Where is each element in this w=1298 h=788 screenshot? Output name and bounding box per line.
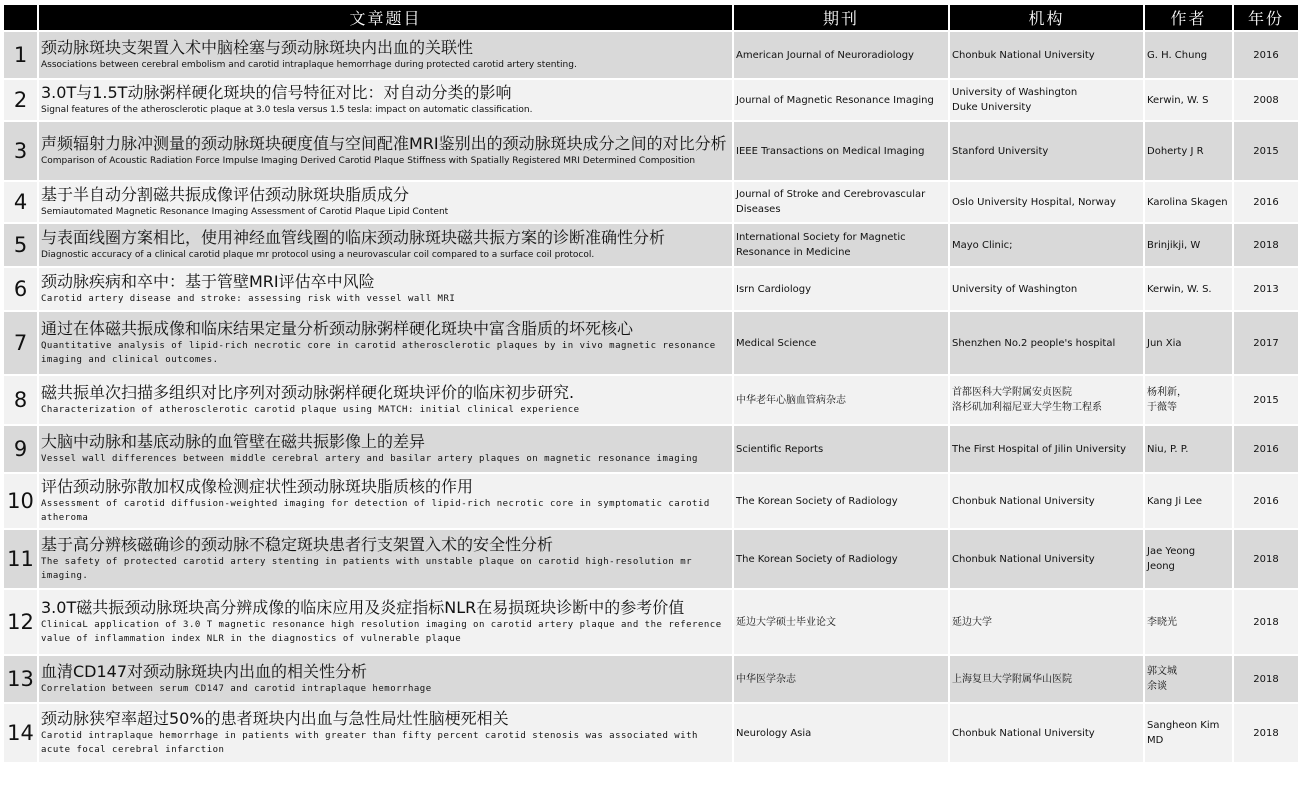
year-cell: 2018 (1234, 224, 1298, 266)
title-english: Carotid intraplaque hemorrhage in patients with greater than fifty percent carotid stenosis was associated with acute focal cerebral infarction (41, 731, 698, 755)
title-chinese: 大脑中动脉和基底动脉的血管壁在磁共振影像上的差异 (41, 432, 426, 451)
journal-cell: Neurology Asia (734, 704, 948, 762)
article-title (39, 122, 732, 180)
year-cell: 2013 (1234, 268, 1298, 310)
title-english: Diagnostic accuracy of a clinical carotid plaque mr protocol using a neurovascular coil compared to a surface coil protocol. (41, 250, 595, 260)
table-row (4, 376, 1298, 424)
journal-cell: The Korean Society of Radiology (734, 530, 948, 588)
title-chinese: 磁共振单次扫描多组织对比序列对颈动脉粥样硬化斑块评价的临床初步研究. (41, 383, 575, 402)
table-row (4, 80, 1298, 120)
row-number: 5 (4, 224, 37, 266)
table-row (4, 182, 1298, 222)
table-row (4, 268, 1298, 310)
journal-cell: 延边大学硕士毕业论文 (734, 590, 948, 654)
journal-cell: 中华老年心脑血管病杂志 (734, 376, 948, 424)
title-english: Vessel wall differences between middle cerebral artery and basilar artery plaques on magnetic resonance imaging (41, 454, 698, 464)
institution-cell: University of Washington (950, 268, 1143, 310)
row-number: 3 (4, 122, 37, 180)
table-row (4, 426, 1298, 472)
row-number: 9 (4, 426, 37, 472)
author-cell: 李晓光 (1145, 590, 1232, 654)
year-cell: 2017 (1234, 312, 1298, 374)
header-institution: 机构 (950, 5, 1143, 30)
table-row (4, 474, 1298, 528)
table-row (4, 32, 1298, 78)
title-chinese: 3.0T磁共振颈动脉斑块高分辨成像的临床应用及炎症指标NLR在易损斑块诊断中的参考价值 (41, 598, 685, 617)
table-row (4, 704, 1298, 762)
author-cell: 郭文城 余谈 (1145, 656, 1232, 702)
journal-cell: Journal of Stroke and Cerebrovascular Diseases (734, 182, 948, 222)
year-cell: 2015 (1234, 376, 1298, 424)
title-chinese: 颈动脉斑块支架置入术中脑栓塞与颈动脉斑块内出血的关联性 (41, 38, 474, 57)
header-num (4, 5, 37, 30)
author-cell: Jun Xia (1145, 312, 1232, 374)
title-english: Carotid artery disease and stroke: assessing risk with vessel wall MRI (41, 294, 456, 304)
title-english: Associations between cerebral embolism and carotid intraplaque hemorrhage during protected carotid artery stenting. (41, 60, 577, 70)
table-row (4, 656, 1298, 702)
row-number: 10 (4, 474, 37, 528)
title-english: ClinicaL application of 3.0 T magnetic resonance high resolution imaging on carotid artery plaque and the reference value of inflammation index NLR in the diagnostics of vulnerable plaque (41, 620, 722, 644)
journal-cell: The Korean Society of Radiology (734, 474, 948, 528)
article-title (39, 312, 732, 374)
author-cell: Karolina Skagen (1145, 182, 1232, 222)
title-english: Comparison of Acoustic Radiation Force Impulse Imaging Derived Carotid Plaque Stiffness with Spatially Registered MRI Determined Composition (41, 156, 696, 166)
title-english: Characterization of atherosclerotic carotid plaque using MATCH: initial clinical experience (41, 405, 580, 415)
article-title (39, 80, 732, 120)
article-title (39, 590, 732, 654)
institution-cell: Mayo Clinic; (950, 224, 1143, 266)
title-english: The safety of protected carotid artery stenting in patients with unstable plaque on carotid high-resolution mr imaging. (41, 557, 693, 581)
table-row (4, 590, 1298, 654)
author-cell: Kerwin, W. S (1145, 80, 1232, 120)
author-cell: Niu, P. P. (1145, 426, 1232, 472)
institution-cell: Chonbuk National University (950, 530, 1143, 588)
article-title (39, 656, 732, 702)
author-cell: Brinjikji, W (1145, 224, 1232, 266)
literature-table (2, 3, 1298, 764)
author-cell: 杨利新， 于薇等 (1145, 376, 1232, 424)
institution-cell: Chonbuk National University (950, 32, 1143, 78)
title-chinese: 颈动脉疾病和卒中：基于管壁MRI评估卒中风险 (41, 272, 375, 291)
row-number: 4 (4, 182, 37, 222)
row-number: 8 (4, 376, 37, 424)
row-number: 13 (4, 656, 37, 702)
institution-cell: University of Washington Duke University (950, 80, 1143, 120)
year-cell: 2008 (1234, 80, 1298, 120)
table-row (4, 224, 1298, 266)
header-title: 文章题目 (39, 5, 732, 30)
article-title (39, 530, 732, 588)
institution-cell: 上海复旦大学附属华山医院 (950, 656, 1143, 702)
author-cell: Doherty J R (1145, 122, 1232, 180)
article-title (39, 704, 732, 762)
author-cell: G. H. Chung (1145, 32, 1232, 78)
table-row (4, 122, 1298, 180)
institution-cell: Shenzhen No.2 people's hospital (950, 312, 1143, 374)
row-number: 14 (4, 704, 37, 762)
title-english: Signal features of the atherosclerotic plaque at 3.0 tesla versus 1.5 tesla: impact on automatic classification. (41, 105, 533, 115)
header-author: 作者 (1145, 5, 1232, 30)
header-row (4, 5, 1298, 30)
year-cell: 2018 (1234, 590, 1298, 654)
article-title (39, 376, 732, 424)
year-cell: 2015 (1234, 122, 1298, 180)
article-title (39, 426, 732, 472)
title-english: Correlation between serum CD147 and carotid intraplaque hemorrhage (41, 684, 432, 694)
article-title (39, 32, 732, 78)
journal-cell: IEEE Transactions on Medical Imaging (734, 122, 948, 180)
institution-cell: Chonbuk National University (950, 704, 1143, 762)
article-title (39, 268, 732, 310)
institution-cell: The First Hospital of Jilin University (950, 426, 1143, 472)
row-number: 6 (4, 268, 37, 310)
title-chinese: 与表面线圈方案相比，使用神经血管线圈的临床颈动脉斑块磁共振方案的诊断准确性分析 (41, 228, 666, 247)
institution-cell: 首都医科大学附属安贞医院 洛杉矶加利福尼亚大学生物工程系 (950, 376, 1143, 424)
title-chinese: 3.0T与1.5T动脉粥样硬化斑块的信号特征对比：对自动分类的影响 (41, 83, 512, 102)
title-english: Quantitative analysis of lipid-rich necrotic core in carotid atherosclerotic plaques by in vivo magnetic resonance imaging and clinical outcomes. (41, 341, 716, 365)
title-chinese: 基于高分辨核磁确诊的颈动脉不稳定斑块患者行支架置入术的安全性分析 (41, 535, 554, 554)
year-cell: 2016 (1234, 426, 1298, 472)
row-number: 2 (4, 80, 37, 120)
title-chinese: 通过在体磁共振成像和临床结果定量分析颈动脉粥样硬化斑块中富含脂质的坏死核心 (41, 319, 634, 338)
journal-cell: American Journal of Neuroradiology (734, 32, 948, 78)
article-title (39, 474, 732, 528)
table-row (4, 312, 1298, 374)
journal-cell: Medical Science (734, 312, 948, 374)
institution-cell: 延边大学 (950, 590, 1143, 654)
author-cell: Sangheon Kim MD (1145, 704, 1232, 762)
title-chinese: 基于半自动分割磁共振成像评估颈动脉斑块脂质成分 (41, 185, 410, 204)
title-english: Semiautomated Magnetic Resonance Imaging Assessment of Carotid Plaque Lipid Content (41, 207, 449, 217)
row-number: 12 (4, 590, 37, 654)
title-chinese: 评估颈动脉弥散加权成像检测症状性颈动脉斑块脂质核的作用 (41, 477, 474, 496)
row-number: 11 (4, 530, 37, 588)
year-cell: 2018 (1234, 656, 1298, 702)
article-title (39, 182, 732, 222)
journal-cell: Scientific Reports (734, 426, 948, 472)
journal-cell: 中华医学杂志 (734, 656, 948, 702)
header-year: 年份 (1234, 5, 1298, 30)
journal-cell: Journal of Magnetic Resonance Imaging (734, 80, 948, 120)
journal-cell: International Society for Magnetic Resonance in Medicine (734, 224, 948, 266)
title-chinese: 声频辐射力脉冲测量的颈动脉斑块硬度值与空间配准MRI鉴别出的颈动脉斑块成分之间的对比分析 (41, 134, 727, 153)
header-journal: 期刊 (734, 5, 948, 30)
institution-cell: Stanford University (950, 122, 1143, 180)
year-cell: 2018 (1234, 530, 1298, 588)
year-cell: 2016 (1234, 474, 1298, 528)
row-number: 1 (4, 32, 37, 78)
year-cell: 2016 (1234, 182, 1298, 222)
article-title (39, 224, 732, 266)
year-cell: 2016 (1234, 32, 1298, 78)
year-cell: 2018 (1234, 704, 1298, 762)
row-number: 7 (4, 312, 37, 374)
author-cell: Kang Ji Lee (1145, 474, 1232, 528)
author-cell: Kerwin, W. S. (1145, 268, 1232, 310)
institution-cell: Chonbuk National University (950, 474, 1143, 528)
author-cell: Jae Yeong Jeong (1145, 530, 1232, 588)
title-chinese: 颈动脉狭窄率超过50%的患者斑块内出血与急性局灶性脑梗死相关 (41, 709, 509, 728)
institution-cell: Oslo University Hospital, Norway (950, 182, 1143, 222)
title-english: Assessment of carotid diffusion-weighted imaging for detection of lipid-rich necrotic core in symptomatic carotid atheroma (41, 499, 710, 523)
table-row (4, 530, 1298, 588)
journal-cell: Isrn Cardiology (734, 268, 948, 310)
title-chinese: 血清CD147对颈动脉斑块内出血的相关性分析 (41, 662, 368, 681)
